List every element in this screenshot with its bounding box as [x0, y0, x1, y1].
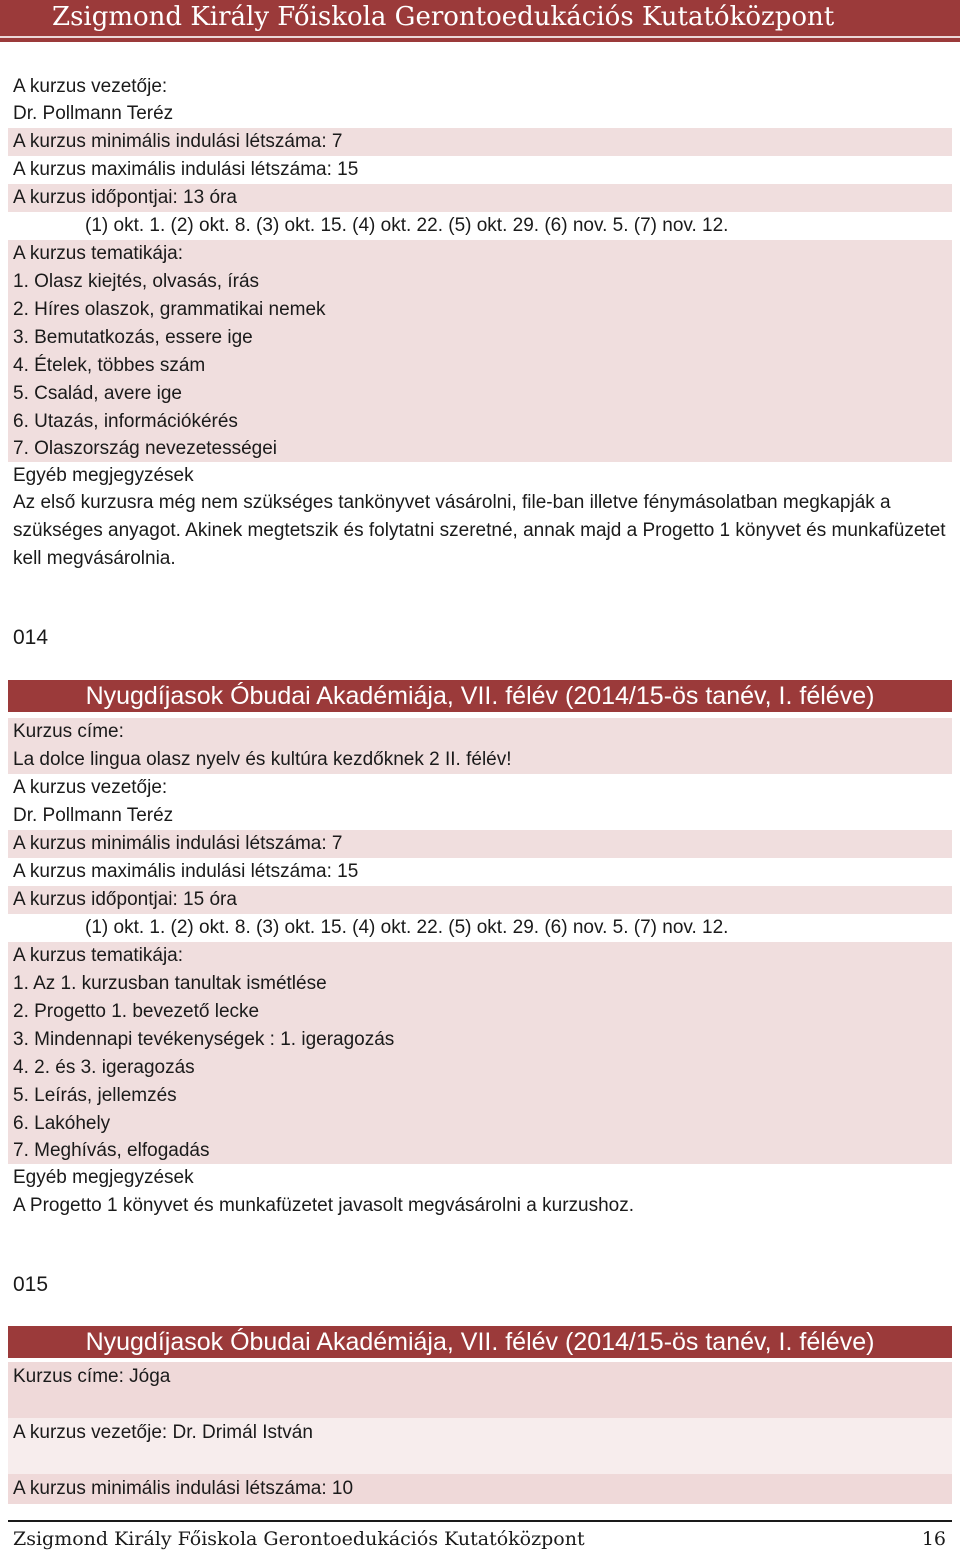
- topic-item: 2. Progetto 1. bevezető lecke: [8, 998, 952, 1026]
- notes-label: Egyéb megjegyzések: [13, 1167, 194, 1188]
- min-participants: A kurzus minimális indulási létszáma: 7: [8, 830, 952, 858]
- topic-item: 4. 2. és 3. igeragozás: [8, 1054, 952, 1082]
- topic-item: 1. Olasz kiejtés, olvasás, írás: [8, 268, 952, 296]
- max-participants: A kurzus maximális indulási létszáma: 15: [13, 159, 359, 180]
- leader-label: A kurzus vezetője:: [13, 777, 168, 798]
- academy-banner: Nyugdíjasok Óbudai Akadémiája, VII. félév (2014/15-ös tanév, I. féléve): [8, 680, 952, 712]
- course-title: La dolce lingua olasz nyelv és kultúra kezdőknek 2 II. félév!: [8, 746, 952, 774]
- page-footer: [8, 1520, 952, 1557]
- topics-label: A kurzus tematikája:: [8, 942, 952, 970]
- topic-item: 6. Utazás, információkérés: [8, 408, 952, 436]
- max-participants: A kurzus maximális indulási létszáma: 15: [13, 861, 359, 882]
- topic-item: 5. Leírás, jellemzés: [8, 1082, 952, 1110]
- academy-banner: Nyugdíjasok Óbudai Akadémiája, VII. félév (2014/15-ös tanév, I. féléve): [8, 1326, 952, 1358]
- topic-item: 6. Lakóhely: [8, 1110, 952, 1138]
- min-participants: A kurzus minimális indulási létszáma: 10: [8, 1474, 952, 1504]
- topic-item: 2. Híres olaszok, grammatikai nemek: [8, 296, 952, 324]
- course-code: 014: [13, 626, 49, 649]
- course-times: A kurzus időpontjai: 13 óra: [8, 184, 952, 212]
- topic-item: 7. Olaszország nevezetességei: [8, 436, 952, 462]
- leader-name: Dr. Pollmann Teréz: [13, 805, 174, 826]
- leader-name: A kurzus vezetője: Dr. Drimál István: [8, 1418, 952, 1474]
- notes-label: Egyéb megjegyzések: [13, 465, 194, 486]
- page-number: 16: [921, 1528, 946, 1550]
- leader-name: Dr. Pollmann Teréz: [13, 103, 174, 124]
- topic-item: 7. Meghívás, elfogadás: [8, 1138, 952, 1164]
- topic-item: 1. Az 1. kurzusban tanultak ismétlése: [8, 970, 952, 998]
- min-participants: A kurzus minimális indulási létszáma: 7: [8, 128, 952, 156]
- topic-item: 3. Mindennapi tevékenységek : 1. igeragozás: [8, 1026, 952, 1054]
- footer-text: Zsigmond Király Főiskola Gerontoedukációs Kutatóközpont: [13, 1528, 585, 1550]
- course-code: 015: [13, 1273, 49, 1296]
- topic-item: 3. Bemutatkozás, essere ige: [8, 324, 952, 352]
- course-title: Kurzus címe: Jóga: [8, 1362, 952, 1418]
- notes-text: Az első kurzusra még nem szükséges tankönyvet vásárolni, file-ban illetve fénymásolatban megkapják a szükséges anyagot. Akinek megtetszik és folytatni szeretné, annak majd a Progetto 1 könyvet és munkafüzetet kell megvásárolnia.: [13, 492, 946, 569]
- header-title: Zsigmond Király Főiskola Gerontoedukációs Kutatóközpont: [0, 0, 960, 42]
- course-title-label: Kurzus címe:: [8, 718, 952, 746]
- course-dates: (1) okt. 1. (2) okt. 8. (3) okt. 15. (4) okt. 22. (5) okt. 29. (6) nov. 5. (7) nov. 12.: [85, 215, 729, 236]
- leader-label: A kurzus vezetője:: [13, 76, 168, 97]
- notes-text: A Progetto 1 könyvet és munkafüzetet javasolt megvásárolni a kurzushoz.: [13, 1195, 634, 1216]
- topic-item: 5. Család, avere ige: [8, 380, 952, 408]
- topics-label: A kurzus tematikája:: [8, 240, 952, 268]
- course-times: A kurzus időpontjai: 15 óra: [8, 886, 952, 914]
- topic-item: 4. Ételek, többes szám: [8, 352, 952, 380]
- course-dates: (1) okt. 1. (2) okt. 8. (3) okt. 15. (4) okt. 22. (5) okt. 29. (6) nov. 5. (7) nov. 12.: [85, 917, 729, 938]
